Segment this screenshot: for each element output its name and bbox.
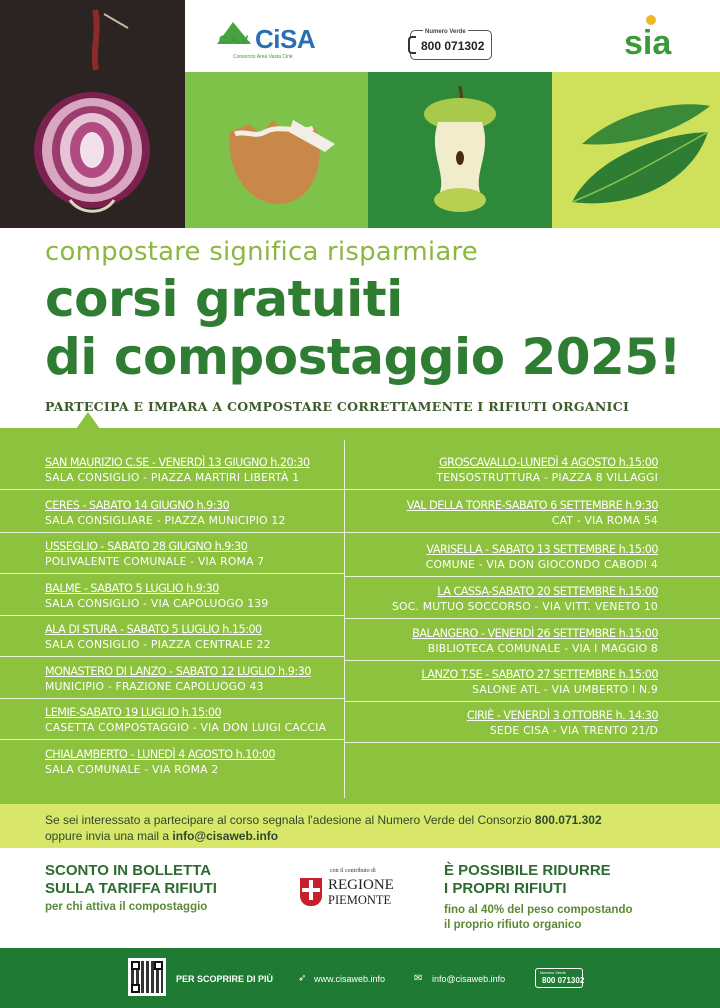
promo-left-subtitle: per chi attiva il compostaggio bbox=[45, 901, 208, 913]
cav-cisa-logo[interactable] bbox=[215, 18, 325, 62]
numero-verde-cell bbox=[368, 0, 552, 72]
footer-website-link[interactable]: www.cisaweb.info bbox=[314, 974, 386, 984]
course-item bbox=[45, 748, 345, 776]
course-place: MUNICIPIO - FRAZIONE CAPOLUOGO 43 bbox=[45, 680, 264, 693]
info-text: oppure invia una mail a bbox=[45, 829, 170, 843]
onion-image-icon bbox=[0, 0, 185, 228]
header-photo-band bbox=[0, 0, 720, 228]
course-item bbox=[346, 585, 658, 613]
cursor-icon: ➶ bbox=[298, 973, 307, 984]
leaf-photo bbox=[552, 72, 720, 228]
footer-numero-verde-number: 800 071302 bbox=[542, 976, 585, 985]
course-title: MONASTERO DI LANZO - SABATO 12 LUGLIO h.9:30 bbox=[45, 665, 311, 678]
apple-core-photo bbox=[368, 72, 552, 228]
course-item bbox=[346, 499, 658, 527]
regione-name-line2: PIEMONTE bbox=[328, 893, 392, 907]
apple-core-icon bbox=[368, 72, 552, 228]
course-place: SALA CONSIGLIO - PIAZZA MARTIRI LIBERTÀ 1 bbox=[45, 471, 300, 484]
footer-more-info: PER SCOPRIRE DI PIÙ bbox=[176, 974, 274, 984]
phone-icon bbox=[408, 36, 416, 54]
footer-numero-verde-label: Numero Verde bbox=[540, 970, 566, 975]
course-title: LANZO T.SE - SABATO 27 SETTEMBRE h.15:00 bbox=[421, 668, 658, 681]
course-title: LEMIE-SABATO 19 LUGLIO h.15:00 bbox=[45, 706, 222, 719]
sia-logo-cell bbox=[552, 0, 720, 72]
course-item bbox=[45, 582, 345, 610]
course-title: CHIALAMBERTO - LUNEDÌ 4 AGOSTO h.10:00 bbox=[45, 748, 276, 761]
promo-right-title bbox=[444, 862, 611, 898]
regione-piemonte-logo[interactable] bbox=[298, 868, 398, 918]
course-item bbox=[45, 706, 345, 734]
piemonte-shield-icon bbox=[300, 878, 322, 906]
course-place: SALA CONSIGLIO - PIAZZA CENTRALE 22 bbox=[45, 638, 271, 651]
course-title: BALME - SABATO 5 LUGLIO h.9:30 bbox=[45, 582, 219, 595]
course-item bbox=[45, 499, 345, 527]
course-place: COMUNE - VIA DON GIOCONDO CABODI 4 bbox=[425, 558, 658, 571]
info-line-2 bbox=[45, 829, 278, 843]
regione-name-line1: REGIONE bbox=[328, 877, 394, 893]
regione-contribution: con il contributo di bbox=[330, 868, 376, 874]
speech-notch bbox=[76, 412, 100, 429]
mail-icon: ✉ bbox=[414, 973, 423, 984]
eggshell-icon bbox=[185, 72, 368, 228]
promo-left-title-line2: SULLA TARIFFA RIFIUTI bbox=[45, 880, 217, 897]
course-title: LA CASSA-SABATO 20 SETTEMBRE h.15:00 bbox=[437, 585, 658, 598]
numero-verde-number: 800 071302 bbox=[421, 39, 485, 53]
course-item bbox=[45, 665, 345, 693]
course-title: BALANGERO - VENERDÌ 26 SETTEMBRE h.15:00 bbox=[412, 627, 658, 640]
numero-verde-label: Numero Verde bbox=[425, 29, 466, 35]
footer-email-link[interactable]: info@cisaweb.info bbox=[432, 974, 506, 984]
onion-photo bbox=[0, 0, 185, 228]
course-item bbox=[45, 456, 345, 484]
numero-verde-badge[interactable] bbox=[410, 30, 492, 60]
course-place: SALA CONSIGLIARE - PIAZZA MUNICIPIO 12 bbox=[45, 514, 286, 527]
info-text: Se sei interessato a partecipare al corso segnala l'adesione al Numero Verde del Consorzio bbox=[45, 813, 532, 827]
info-line-1 bbox=[45, 813, 602, 827]
page-title-line2: di compostaggio 2025! bbox=[45, 328, 681, 386]
course-item bbox=[346, 627, 658, 655]
course-title: ALA DI STURA - SABATO 5 LUGLIO h.15:00 bbox=[45, 623, 262, 636]
course-title: USSEGLIO - SABATO 28 GIUGNO h.9:30 bbox=[45, 540, 248, 553]
eggshell-photo bbox=[185, 72, 368, 228]
course-title: CERES - SABATO 14 GIUGNO h.9:30 bbox=[45, 499, 230, 512]
footer bbox=[0, 948, 720, 1008]
course-place: CASETTA COMPOSTAGGIO - VIA DON LUIGI CACCIA bbox=[45, 721, 327, 734]
course-item bbox=[346, 456, 658, 484]
cisa-name: CiSA bbox=[255, 24, 316, 54]
promo-right-subtitle-line2: il proprio rifiuto organico bbox=[444, 919, 582, 931]
promo-right-title-line2: I PROPRI RIFIUTI bbox=[444, 880, 567, 897]
cav-prefix: C.A.V. bbox=[219, 34, 251, 46]
course-place: SOC. MUTUO SOCCORSO - VIA VITT. VENETO 10 bbox=[391, 600, 658, 613]
course-item bbox=[45, 540, 345, 568]
course-place: SALA CONSIGLIO - VIA CAPOLUOGO 139 bbox=[45, 597, 269, 610]
qr-code-icon[interactable] bbox=[128, 958, 166, 996]
course-title: VAL DELLA TORRE-SABATO 6 SETTEMBRE h.9:30 bbox=[406, 499, 658, 512]
course-item bbox=[45, 623, 345, 651]
promo-right-subtitle-line1: fino al 40% del peso compostando bbox=[444, 904, 633, 916]
promo-right-title-line1: È POSSIBILE RIDURRE bbox=[444, 862, 611, 879]
course-title: GROSCAVALLO-LUNEDÌ 4 AGOSTO h.15:00 bbox=[439, 456, 658, 469]
course-title: CIRIÈ - VENERDÌ 3 OTTOBRE h. 14:30 bbox=[466, 709, 658, 722]
cav-subtitle: Consorzio Area Vasta Ciriè bbox=[233, 54, 293, 60]
sia-logo[interactable]: sia bbox=[624, 24, 672, 62]
course-item bbox=[346, 543, 658, 571]
course-place: BIBLIOTECA COMUNALE - VIA I MAGGIO 8 bbox=[427, 642, 658, 655]
promo-left-title bbox=[45, 862, 217, 898]
course-place: CAT - VIA ROMA 54 bbox=[551, 514, 658, 527]
promo-right-subtitle bbox=[444, 903, 633, 933]
tagline: compostare significa risparmiare bbox=[45, 237, 478, 267]
course-place: TENSOSTRUTTURA - PIAZZA 8 VILLAGGI bbox=[436, 471, 658, 484]
course-place: SALONE ATL - VIA UMBERTO I N.9 bbox=[472, 683, 658, 696]
info-phone-number[interactable]: 800.071.302 bbox=[534, 813, 602, 827]
course-title: VARISELLA - SABATO 13 SETTEMBRE h.15:00 bbox=[426, 543, 658, 556]
course-place: SALA COMUNALE - VIA ROMA 2 bbox=[45, 763, 219, 776]
course-place: POLIVALENTE COMUNALE - VIA ROMA 7 bbox=[45, 555, 265, 568]
promo-left-title-line1: SCONTO IN BOLLETTA bbox=[45, 862, 212, 879]
course-item bbox=[346, 668, 658, 696]
info-email-link[interactable]: info@cisaweb.info bbox=[172, 829, 279, 843]
column-divider bbox=[344, 440, 345, 798]
course-place: SEDE CISA - VIA TRENTO 21/D bbox=[489, 724, 658, 737]
cav-cisa-logo-cell bbox=[185, 0, 368, 72]
leaf-icon bbox=[552, 72, 720, 228]
page-subtitle: PARTECIPA E IMPARA A COMPOSTARE CORRETTAMENTE I RIFIUTI ORGANICI bbox=[45, 399, 630, 414]
course-title: SAN MAURIZIO C.SE - VENERDÌ 13 GIUGNO h.20:30 bbox=[45, 456, 310, 469]
page-title-line1: corsi gratuiti bbox=[45, 270, 403, 328]
footer-numero-verde-badge[interactable] bbox=[535, 968, 583, 988]
course-item bbox=[346, 709, 658, 737]
